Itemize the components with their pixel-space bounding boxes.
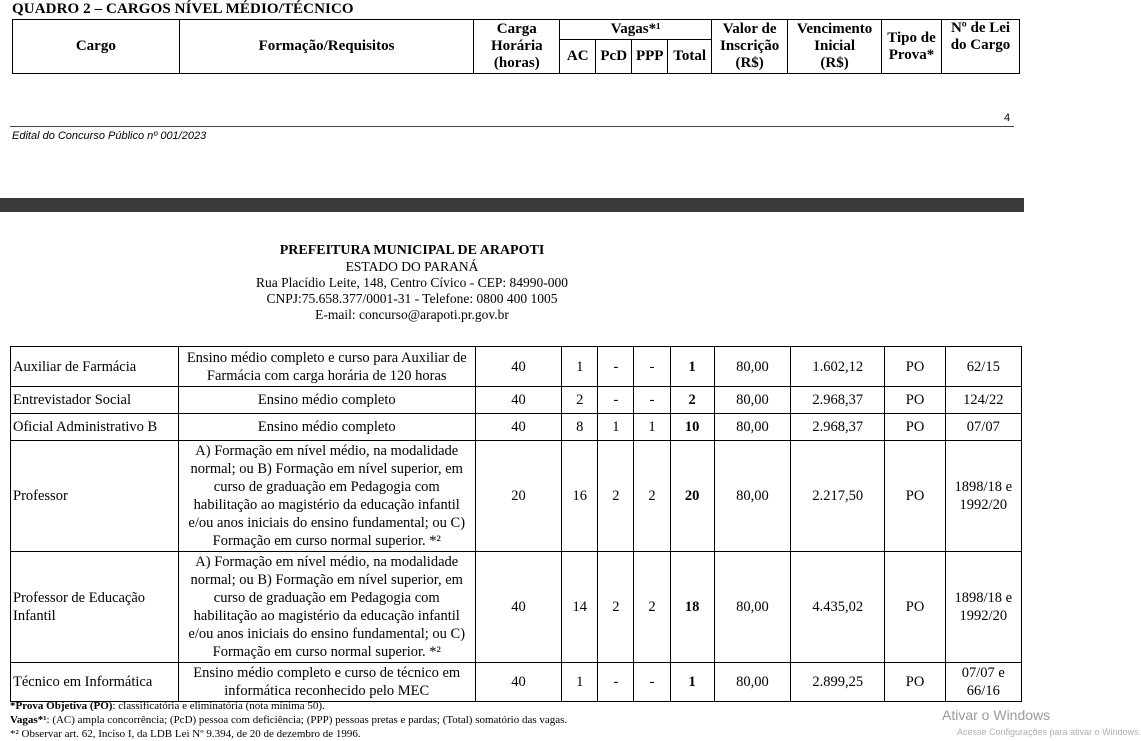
cell-carga: 20 — [475, 441, 561, 552]
cell-total: 18 — [670, 552, 714, 663]
cell-ppp: - — [634, 663, 670, 702]
letterhead-address: Rua Placídio Leite, 148, Centro Cívico - CEP: 84990-000 — [256, 275, 568, 290]
header-cargo: Cargo — [13, 20, 180, 74]
cell-lei: 124/22 — [945, 387, 1021, 414]
cell-lei: 1898/18 e 1992/20 — [945, 552, 1021, 663]
note-ldb: *² Observar art. 62, Inciso I, da LDB Lei Nº 9.394, de 20 de dezembro de 1996. — [10, 728, 361, 740]
letterhead-cnpj: CNPJ:75.658.377/0001-31 - Telefone: 0800 400 1005 — [266, 291, 558, 306]
cell-cargo: Professor de Educação Infantil — [11, 552, 179, 663]
page-gap — [0, 198, 1024, 212]
cell-tipo: PO — [885, 552, 945, 663]
cell-vencimento: 2.217,50 — [791, 441, 885, 552]
cell-tipo: PO — [885, 414, 945, 441]
current-page — [0, 212, 1141, 740]
cell-carga: 40 — [475, 414, 561, 441]
cell-formacao: Ensino médio completo e curso para Auxiliar de Farmácia com carga horária de 120 horas — [178, 347, 475, 387]
cell-valor: 80,00 — [714, 414, 790, 441]
cell-lei: 1898/18 e 1992/20 — [945, 441, 1021, 552]
table-row — [11, 441, 1022, 552]
cell-pcd: 2 — [598, 441, 634, 552]
cell-vencimento: 4.435,02 — [791, 552, 885, 663]
cell-vencimento: 2.968,37 — [791, 387, 885, 414]
letterhead — [0, 243, 824, 323]
header-ac: AC — [560, 40, 596, 74]
cargos-table — [10, 346, 1022, 702]
cell-carga: 40 — [475, 387, 561, 414]
cell-tipo: PO — [885, 663, 945, 702]
note-prova: *Prova Objetiva (PO): classificatória e eliminatória (nota mínima 50). — [10, 700, 325, 712]
cell-cargo: Oficial Administrativo B — [11, 414, 179, 441]
activation-watermark-sub: Acesse Configurações para ativar o Windows. — [957, 727, 1141, 737]
cell-valor: 80,00 — [714, 347, 790, 387]
cell-pcd: 1 — [598, 414, 634, 441]
cell-cargo: Entrevistador Social — [11, 387, 179, 414]
letterhead-state: ESTADO DO PARANÁ — [345, 259, 479, 274]
cell-pcd: 2 — [598, 552, 634, 663]
edital-footer: Edital do Concurso Público nº 001/2023 — [12, 130, 207, 142]
cell-valor: 80,00 — [714, 552, 790, 663]
header-tipo: Tipo de Prova* — [882, 20, 942, 74]
cell-pcd: - — [598, 663, 634, 702]
cell-carga: 40 — [475, 663, 561, 702]
footnotes — [10, 699, 910, 741]
cell-formacao: Ensino médio completo e curso de técnico em informática reconhecido pelo MEC — [178, 663, 475, 702]
header-ppp: PPP — [632, 40, 668, 74]
cell-valor: 80,00 — [714, 441, 790, 552]
cell-ppp: - — [634, 387, 670, 414]
cell-total: 10 — [670, 414, 714, 441]
table-row — [11, 347, 1022, 387]
page-number: 4 — [1004, 112, 1011, 124]
quadro-title: QUADRO 2 – CARGOS NÍVEL MÉDIO/TÉCNICO — [12, 1, 354, 17]
cell-carga: 40 — [475, 552, 561, 663]
table-row — [11, 387, 1022, 414]
cell-cargo: Técnico em Informática — [11, 663, 179, 702]
cell-total: 20 — [670, 441, 714, 552]
header-total: Total — [668, 40, 712, 74]
cell-formacao: Ensino médio completo — [178, 387, 475, 414]
cell-ac: 2 — [562, 387, 598, 414]
header-carga: Carga Horária (horas) — [474, 20, 560, 74]
cell-tipo: PO — [885, 387, 945, 414]
letterhead-name: PREFEITURA MUNICIPAL DE ARAPOTI — [279, 243, 545, 258]
note-vagas: Vagas*¹: (AC) ampla concorrência; (PcD) pessoa com deficiência; (PPP) pessoas pretas e pardas; (Total) somatório das vagas. — [10, 714, 568, 726]
cell-pcd: - — [598, 347, 634, 387]
cell-lei: 07/07 — [945, 414, 1021, 441]
cell-formacao: A) Formação em nível médio, na modalidade normal; ou B) Formação em nível superior, em curso de graduação em Pedagogia com habilitação ao magistério da educação infantil e/ou anos iniciais do ensino fundamental; ou C) Formação em curso normal superior. *² — [178, 552, 475, 663]
header-vagas: Vagas*¹ — [560, 20, 712, 40]
cell-valor: 80,00 — [714, 663, 790, 702]
cell-cargo: Professor — [11, 441, 179, 552]
header-valor: Valor de Inscrição (R$) — [712, 20, 788, 74]
letterhead-email: E-mail: concurso@arapoti.pr.gov.br — [315, 307, 509, 322]
cell-ac: 1 — [562, 663, 598, 702]
footer-divider — [10, 126, 1014, 127]
header-lei: Nº de Lei do Cargo — [942, 20, 1020, 74]
cell-pcd: - — [598, 387, 634, 414]
cell-tipo: PO — [885, 441, 945, 552]
cell-tipo: PO — [885, 347, 945, 387]
cell-lei: 07/07 e 66/16 — [945, 663, 1021, 702]
cell-ppp: 2 — [634, 552, 670, 663]
cell-ppp: - — [634, 347, 670, 387]
previous-page — [0, 0, 1024, 198]
activation-watermark: Ativar o Windows — [942, 707, 1051, 723]
header-table — [12, 19, 1020, 74]
cell-lei: 62/15 — [945, 347, 1021, 387]
cell-ac: 16 — [562, 441, 598, 552]
cell-formacao: A) Formação em nível médio, na modalidade normal; ou B) Formação em nível superior, em curso de graduação em Pedagogia com habilitação ao magistério da educação infantil e/ou anos iniciais do ensino fundamental; ou C) Formação em curso normal superior. *² — [178, 441, 475, 552]
cell-cargo: Auxiliar de Farmácia — [11, 347, 179, 387]
cell-formacao: Ensino médio completo — [178, 414, 475, 441]
header-vencimento: Vencimento Inicial (R$) — [788, 20, 882, 74]
cell-total: 1 — [670, 663, 714, 702]
cell-carga: 40 — [475, 347, 561, 387]
table-row — [11, 414, 1022, 441]
header-formacao: Formação/Requisitos — [179, 20, 474, 74]
cell-vencimento: 2.968,37 — [791, 414, 885, 441]
cell-ac: 8 — [562, 414, 598, 441]
cell-ac: 1 — [562, 347, 598, 387]
cell-total: 1 — [670, 347, 714, 387]
table-row — [11, 663, 1022, 702]
cell-ppp: 1 — [634, 414, 670, 441]
cell-ac: 14 — [562, 552, 598, 663]
cell-total: 2 — [670, 387, 714, 414]
header-pcd: PcD — [596, 40, 632, 74]
cell-ppp: 2 — [634, 441, 670, 552]
cell-vencimento: 1.602,12 — [791, 347, 885, 387]
cell-vencimento: 2.899,25 — [791, 663, 885, 702]
table-row — [11, 552, 1022, 663]
cell-valor: 80,00 — [714, 387, 790, 414]
